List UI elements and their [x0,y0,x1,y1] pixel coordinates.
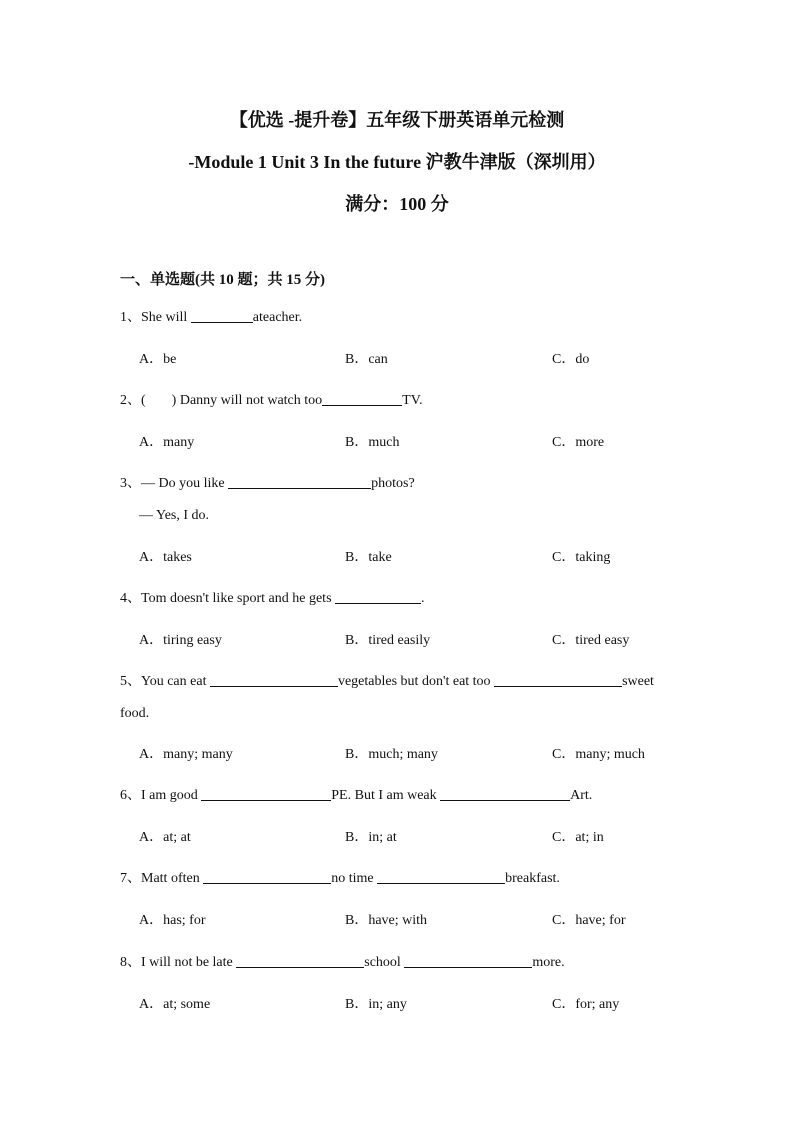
option-c[interactable]: C．many; much [552,747,645,762]
option-a[interactable]: A．has; for [139,913,206,928]
question-number: 7、 [120,871,141,886]
option-a[interactable]: A．at; at [139,830,191,845]
question-3 [120,472,415,492]
page-title-line1: 【优选 -提升卷】五年级下册英语单元检测 [229,110,565,130]
question-text: vegetables but don't eat too [337,674,495,689]
option-b[interactable]: B．have; with [345,913,428,928]
answer-blank[interactable] [404,953,532,968]
answer-blank[interactable] [201,786,331,801]
question-text: breakfast. [505,871,560,886]
answer-blank[interactable] [236,953,364,968]
question-text: Danny will not watch too [176,393,323,408]
option-b[interactable]: B．in; at [345,830,397,845]
question-1 [120,306,302,326]
question-text: — Do you like [141,476,229,491]
answer-blank[interactable] [377,869,505,884]
question-3-reply: — Yes, I do. [139,508,210,523]
option-b[interactable]: B．in; any [345,997,407,1012]
option-c[interactable]: C．do [552,352,590,367]
section-heading: 一、单选题(共 10 题；共 15 分) [120,272,325,288]
question-text: ateacher. [252,310,303,325]
question-text: Tom doesn't like sport and he gets [141,591,336,606]
question-5-continued: food. [120,706,150,721]
option-a[interactable]: A．tiring easy [139,633,222,648]
question-7 [120,867,560,887]
option-a[interactable]: A．be [139,352,177,367]
option-c[interactable]: C．more [552,435,605,450]
question-number: 2、 [120,393,141,408]
option-c[interactable]: C．at; in [552,830,604,845]
answer-blank[interactable] [322,391,402,406]
question-text: TV. [402,393,423,408]
question-2 [120,389,423,409]
question-6 [120,784,592,804]
question-text: You can eat [141,674,210,689]
option-b[interactable]: B．much [345,435,400,450]
option-a[interactable]: A．takes [139,550,192,565]
answer-blank[interactable] [228,474,371,489]
answer-blank[interactable] [335,589,421,604]
question-text: Art. [570,788,593,803]
page-title-line2: -Module 1 Unit 3 In the future 沪教牛津版（深圳用） [188,152,606,172]
question-text: no time [331,871,378,886]
question-4 [120,587,425,607]
option-c[interactable]: C．have; for [552,913,626,928]
question-text: I will not be late [141,955,237,970]
paren-open: ( [141,393,146,408]
option-c[interactable]: C．taking [552,550,611,565]
question-number: 4、 [120,591,141,606]
question-number: 6、 [120,788,141,803]
question-number: 5、 [120,674,141,689]
page-title-line3: 满分：100 分 [345,194,449,214]
question-text: more. [532,955,565,970]
option-b[interactable]: B．take [345,550,392,565]
option-b[interactable]: B．much; many [345,747,438,762]
option-a[interactable]: A．at; some [139,997,211,1012]
paren-close: ) [171,393,177,408]
answer-blank[interactable] [494,672,622,687]
question-5 [120,670,654,690]
question-text: school [364,955,405,970]
question-text: She will [141,310,191,325]
answer-blank[interactable] [210,672,338,687]
question-text: Matt often [141,871,204,886]
question-number: 8、 [120,955,141,970]
option-a[interactable]: A．many [139,435,195,450]
question-text: photos? [371,476,415,491]
question-text: sweet [622,674,654,689]
question-text: I am good [141,788,202,803]
option-c[interactable]: C．for; any [552,997,620,1012]
question-8 [120,951,565,971]
option-c[interactable]: C．tired easy [552,633,630,648]
question-text: . [421,591,425,606]
question-text: PE. But I am weak [331,788,441,803]
option-a[interactable]: A．many; many [139,747,233,762]
option-b[interactable]: B．tired easily [345,633,431,648]
option-b[interactable]: B．can [345,352,388,367]
answer-blank[interactable] [440,786,570,801]
answer-blank[interactable] [191,308,253,323]
answer-blank[interactable] [203,869,331,884]
question-number: 1、 [120,310,141,325]
question-number: 3、 [120,476,141,491]
